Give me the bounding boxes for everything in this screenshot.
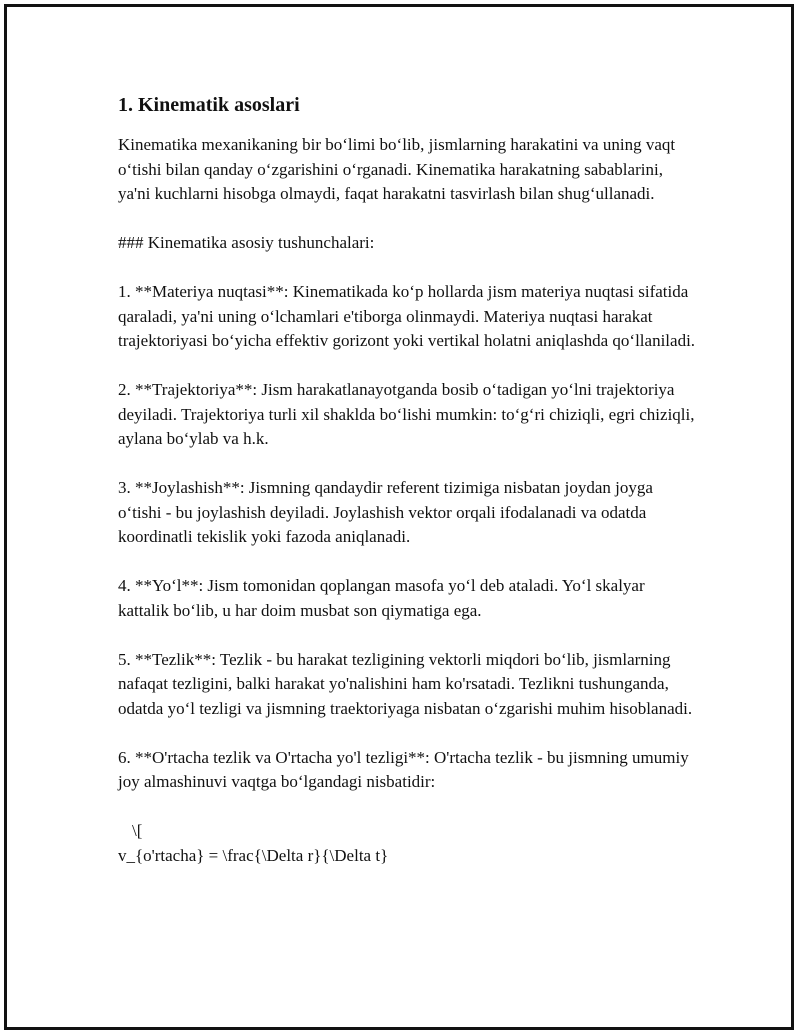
item-yol: 4. **Yo‘l**: Jism tomonidan qoplangan masofa yo‘l deb ataladi. Yo‘l skalyar kattalik bo‘lib, u har doim musbat son qiymatiga ega. xyxy=(118,576,645,620)
formula-block xyxy=(118,819,698,868)
formula-open-bracket: \[ xyxy=(132,821,143,840)
item-trajektoriya: 2. **Trajektoriya**: Jism harakatlanayotganda bosib o‘tadigan yo‘lni trajektoriya deyiladi. Trajektoriya turli xil shaklda bo‘lishi mumkin: to‘g‘ri chiziqli, egri chiziqli, aylana bo‘ylab va h.k. xyxy=(118,380,695,448)
item-materiya-nuqtasi: 1. **Materiya nuqtasi**: Kinematikada ko‘p hollarda jism materiya nuqtasi sifatida qaraladi, ya'ni uning o‘lchamlari e'tiborga olinmaydi. Materiya nuqtasi harakat trajektoriyasi bo‘yicha effektiv gorizont yoki vertikal holatni aniqlashda qo‘llaniladi. xyxy=(118,282,696,350)
subheading-line: ### Kinematika asosiy tushunchalari: xyxy=(118,233,375,252)
item-tezlik: 5. **Tezlik**: Tezlik - bu harakat tezligining vektorli miqdori bo‘lib, jismlarning nafaqat tezligini, balki harakat yo'nalishini ham ko'rsatadi. Tezlikni tushunganda, odatda yo‘l tezligi va jismning traektoriyaga nisbatan o‘zgarishi muhim hisoblanadi. xyxy=(118,649,693,718)
item-ortacha-tezlik: 6. **O'rtacha tezlik va O'rtacha yo'l tezligi**: O'rtacha tezlik - bu jismning umumiy joy almashinuvi vaqtga bo‘lgandagi nisbatidir: xyxy=(118,747,689,791)
formula-expression: v_{o'rtacha} = \frac{\Delta r}{\Delta t} xyxy=(118,845,389,865)
intro-paragraph: Kinematika mexanikaning bir bo‘limi bo‘lib, jismlarning harakatini va uning vaqt o‘tishi bilan qanday o‘zgarishini o‘rganadi. Kinematika harakatning sabablarini, ya'ni kuchlarni hisobga olmaydi, faqat harakatni tasvirlash bilan shug‘ullanadi. xyxy=(118,135,676,203)
section-heading: 1. Kinematik asoslari xyxy=(118,94,300,116)
document-body xyxy=(118,93,698,868)
item-joylashish: 3. **Joylashish**: Jismning qandaydir referent tizimiga nisbatan joydan joyga o‘tishi - bu joylashish deyiladi. Joylashish vektor orqali ifodalanadi va odatda koordinatli tekislik yoki fazoda aniqlanadi. xyxy=(118,478,653,546)
